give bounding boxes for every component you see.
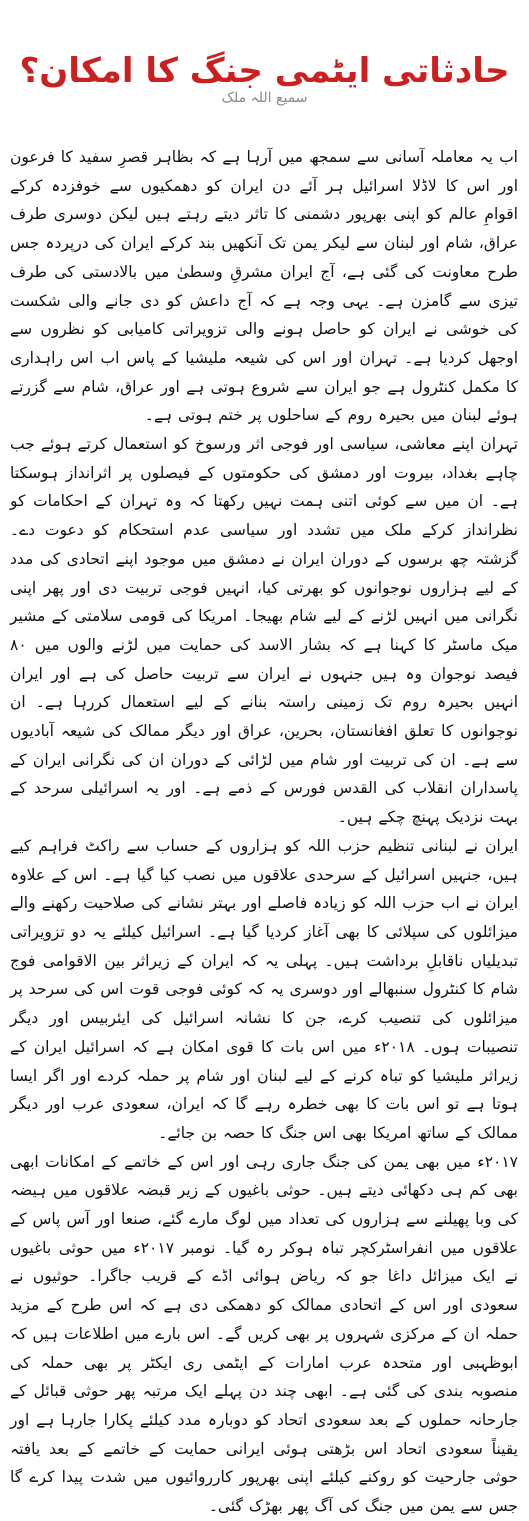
- author-byline: سمیع اللہ ملک: [221, 90, 308, 106]
- article-body: [10, 143, 518, 1516]
- article-paragraph: ۲۰۱۷ء میں بھی یمن کی جنگ جاری رہی اور اس کے خاتمے کے امکانات ابھی بھی کم ہی دکھائی دیتے ہیں۔ حوثی باغیوں کے زیر قبضہ علاقوں میں ہیضہ کی وبا پھیلنے سے ہزاروں کی تعداد میں لوگ مارے گئے، صنعا اور آس پاس کے علاقوں میں انفراسٹرکچر تباہ ہوکر رہ گیا۔ نومبر ۲۰۱۷ء میں حوثی باغیوں نے ایک میزائل داغا جو کہ ریاض ہوائی اڈے کے قریب جاگرا۔ حوثیوں نے سعودی اور اس کے اتحادی ممالک کو دھمکی دی ہے کہ اس طرح کے مزید حملہ ان کے مرکزی شہروں پر بھی کریں گے۔ اس بارے میں اطلاعات ہیں کہ ابوظہبی اور متحدہ عرب امارات کے ایٹمی ری ایکٹر پر بھی حملہ کی منصوبہ بندی کی گئی ہے۔ ابھی چند دن پہلے ایک مرتبہ پھر حوثی قبائل کے جارحانہ حملوں کے بعد سعودی اتحاد کو دوبارہ مدد کیلئے پکارا جارہا ہے اور یقیناً سعودی اتحاد اس بڑھتی ہوئی ایرانی حمایت کے خاتمے کے بعد یافتہ حوثی جارحیت کو روکنے کیلئے اپنی بھرپور کارروائیوں میں شدت پیدا کرے گا جس سے یمن میں جنگ کی آگ پھر بھڑک گئی۔: [10, 1152, 518, 1516]
- article-paragraph: ایران نے لبنانی تنظیم حزب اللہ کو ہزاروں کے حساب سے راکٹ فراہم کیے ہیں، جنہیں اسرائیل کے سرحدی علاقوں میں نصب کیا گیا ہے۔ اس کے علاوہ ایران نے اب حزب اللہ کو زیادہ فاصلے اور بہتر نشانے کی صلاحیت رکھنے والے میزائلوں کی سپلائی کا بھی آغاز کردیا گیا ہے۔ اسرائیل کیلئے یہ دو تزویراتی تبدیلیاں ناقابلِ برداشت ہیں۔ پہلی یہ کہ ایران کے زیراثر بین الاقوامی فوج شام کا کنٹرول سنبھالے اور دوسری یہ کہ کوئی فوجی قوت اس کی سرحد پر میزائلوں کی تنصیب کرے، جن کا نشانہ اسرائیل کی ایئربیس اور دیگر تنصیبات ہوں۔ ۲۰۱۸ء میں اس بات کا قوی امکان ہے کہ اسرائیل ایران کے زیراثر ملیشیا کو تباہ کرنے کے لیے لبنان اور شام پر حملہ کردے اور اگر ایسا ہوتا ہے تو اس بات کا بھی خطرہ رہے گا کہ ایران، سعودی عرب اور دیگر ممالک کے ساتھ امریکا بھی اس جنگ کا حصہ بن جائے۔: [10, 836, 518, 1142]
- article-paragraph: تہران اپنے معاشی، سیاسی اور فوجی اثر ورسوخ کو استعمال کرتے ہوئے جب چاہے بغداد، بیروت اور دمشق کی حکومتوں کے فیصلوں پر اثرانداز ہوسکتا ہے۔ ان میں سے کوئی اتنی ہمت نہیں رکھتا کہ وہ تہران کے احکامات کو نظرانداز کرکے ملک میں تشدد اور سیاسی عدم استحکام کو دعوت دے۔ گزشتہ چھ برسوں کے دوران ایران نے دمشق میں موجود اپنے اتحادی کی مدد کے لیے ہزاروں نوجوانوں کو بھرتی کیا، انہیں فوجی تربیت دی اور پھر اپنی نگرانی میں انہیں لڑنے کے لیے شام بھیجا۔ امریکا کی قومی سلامتی کے مشیر میک ماسٹر کا کہنا ہے کہ بشار الاسد کی حمایت میں لڑنے والوں میں ۸۰ فیصد نوجوان وہ ہیں جنہوں نے ایران سے تربیت حاصل کی ہے اور ایران انہیں بحیرہ روم تک زمینی راستہ بنانے کے لیے استعمال کررہا ہے۔ ان نوجوانوں کا تعلق افغانستان، بحرین، عراق اور دیگر ممالک کی شیعہ آبادیوں سے ہے۔ ان کی تربیت اور شام میں لڑائی کے دوران ان کی نگرانی ایران کے پاسداران انقلاب کی القدس فورس کے ذمے ہے۔ اور یہ اسرائیلی سرحد کے بہت نزدیک پہنچ چکے ہیں۔: [10, 435, 518, 827]
- article-headline: حادثاتی ایٹمی جنگ کا امکان؟: [19, 50, 510, 91]
- article-paragraph: اب یہ معاملہ آسانی سے سمجھ میں آرہا ہے کہ بظاہر قصرِ سفید کا فرعون اور اس کا لاڈلا اسرائیل ہر آئے دن ایران کو دھمکیوں سے خوفزدہ کرکے اقوامِ عالم کو اپنی بھرپور دشمنی کا تاثر دیتے رہتے ہیں لیکن دوسری طرف عراق، شام اور لبنان سے لیکر یمن تک آنکھیں بند کرکے ایران کی درپردہ جس طرح معاونت کی گئی ہے، آج ایران مشرقِ وسطیٰ میں بالادستی کی طرف تیزی سے گامزن ہے۔ یہی وجہ ہے کہ آج داعش کو دی جانے والی شکست کی خوشی نے ایران کو حاصل ہونے والی تزویراتی کامیابی کو نظروں سے اوجھل کردیا ہے۔ تہران اور اس کی شیعہ ملیشیا کے پاس اب اس راہداری کا مکمل کنٹرول ہے جو ایران سے شروع ہوتی ہے اور عراق، شام سے گزرتے ہوئے لبنان میں بحیرہ روم کے ساحلوں پر ختم ہوتی ہے۔: [10, 148, 518, 425]
